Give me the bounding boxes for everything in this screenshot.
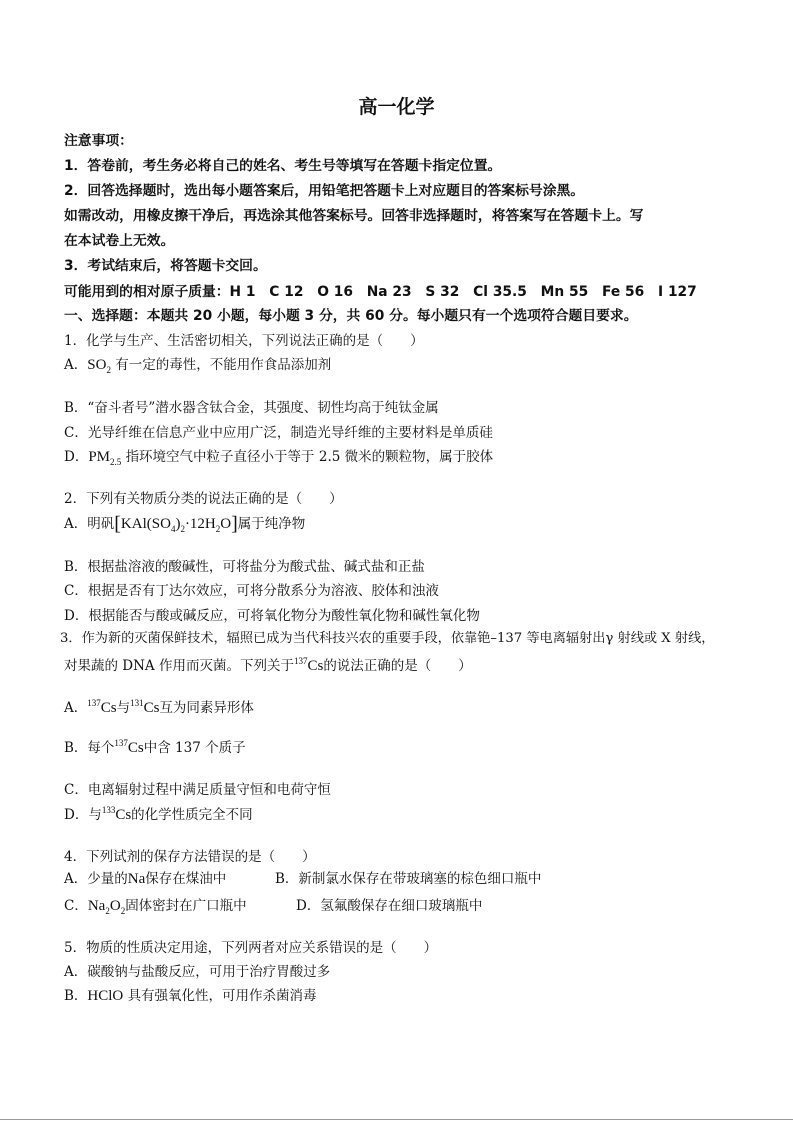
q3-stem-line1: 3．作为新的灭菌保鲜技术，辐照已成为当代科技兴农的重要手段，依靠铯–137 等电离辐射出γ 射线或 X 射线， <box>60 631 715 646</box>
isotope: $^{137}$Cs <box>87 698 117 716</box>
q2-option-d: D．根据能否与酸或碱反应，可将氧化物分为酸性氧化物和碱性氧化物 <box>64 608 480 624</box>
page-title: 高一化学 <box>358 96 435 118</box>
q3-option-c: C．电离辐射过程中满足质量守恒和电荷守恒 <box>64 782 331 798</box>
q1-option-a: A．$SO_2$ 有一定的毒性，不能用作食品添加剂 <box>64 357 332 375</box>
q1-option-d: D．$PM_{2.5}$ 指环境空气中粒子直径小于等于 2.5 微米的颗粒物，属于胶体 <box>64 449 494 467</box>
q2-option-a: A．明矾$[KAl(SO_4)_2\cdot 12H_2O]$属于纯净物 <box>64 513 306 535</box>
q4-option-b: B．新制氯水保存在带玻璃塞的棕色细口瓶中 <box>275 871 542 887</box>
notice-item-2-cont2: 在本试卷上无效。 <box>64 233 175 249</box>
section-heading: 一、选择题：本题共 20 小题，每小题 3 分，共 60 分。每小题只有一个选项符合题目要求。 <box>64 308 638 324</box>
q1-option-b: B．“奋斗者号”潜水器含钛合金，其强度、韧性均高于纯钛金属 <box>64 400 439 416</box>
isotope: $^{131}$Cs <box>130 698 160 716</box>
q1-stem: 1．化学与生产、生活密切相关，下列说法正确的是（ ） <box>64 333 424 349</box>
notice-heading: 注意事项： <box>64 133 133 149</box>
notice-item-1: 1．答卷前，考生务必将自己的姓名、考生号等填写在答题卡指定位置。 <box>64 158 502 174</box>
notice-item-3: 3．考试结束后，将答题卡交回。 <box>64 258 267 274</box>
formula: $Na_2O_2$ <box>87 898 126 916</box>
q3-option-b: B．每个$^{137}$Cs中含 137 个质子 <box>64 738 246 756</box>
notice-item-2-cont: 如需改动，用橡皮擦干净后，再选涂其他答案标号。回答非选择题时，将答案写在答题卡上。写 <box>64 208 644 224</box>
q3-option-d: D．与$^{133}$Cs的化学性质完全不同 <box>64 805 253 823</box>
isotope: $^{133}$Cs <box>101 805 132 823</box>
q1-option-c: C．光导纤维在信息产业中应用广泛，制造光导纤维的主要材料是单质硅 <box>64 425 493 441</box>
formula: Na <box>127 871 146 887</box>
formula: $PM_{2.5}$ <box>88 449 122 467</box>
formula: $[KAl(SO_4)_2\cdot 12H_2O]$ <box>114 513 238 535</box>
q3-stem-line2: 对果蔬的 DNA 作用而灭菌。下列关于$^{137}$Cs的说法正确的是（ ） <box>64 656 472 674</box>
isotope: $^{137}$Cs <box>293 656 324 674</box>
q5-option-b: B．HClO 具有强氧化性，可用作杀菌消毒 <box>64 988 317 1004</box>
page-bottom-divider <box>0 1119 793 1120</box>
q4-option-a: A．少量的Na保存在煤油中 <box>64 871 227 887</box>
q4-stem: 4．下列试剂的保存方法错误的是（ ） <box>64 849 316 865</box>
atomic-masses: 可能用到的相对原子质量：H 1 C 12 O 16 Na 23 S 32 Cl 35.5 Mn 55 Fe 56 I 127 <box>64 284 697 300</box>
q4-option-d: D．氢氟酸保存在细口玻璃瓶中 <box>296 898 483 914</box>
isotope: $^{137}$Cs <box>114 738 144 756</box>
q2-stem: 2．下列有关物质分类的说法正确的是（ ） <box>64 491 343 507</box>
q2-option-c: C．根据是否有丁达尔效应，可将分散系分为溶液、胶体和浊液 <box>64 583 439 599</box>
q2-option-b: B．根据盐溶液的酸碱性，可将盐分为酸式盐、碱式盐和正盐 <box>64 559 425 575</box>
notice-item-2: 2．回答选择题时，选出每小题答案后，用铅笔把答题卡上对应题目的答案标号涂黑。 <box>64 183 585 199</box>
formula: $SO_2$ <box>87 357 111 375</box>
q4-option-c: C．$Na_2O_2$固体密封在广口瓶中 <box>64 898 247 916</box>
q5-option-a: A．碳酸钠与盐酸反应，可用于治疗胃酸过多 <box>64 964 331 980</box>
q3-option-a: A．$^{137}$Cs与$^{131}$Cs互为同素异形体 <box>64 698 254 716</box>
formula: HClO <box>87 988 124 1004</box>
q5-stem: 5．物质的性质决定用途，下列两者对应关系错误的是（ ） <box>64 940 438 956</box>
